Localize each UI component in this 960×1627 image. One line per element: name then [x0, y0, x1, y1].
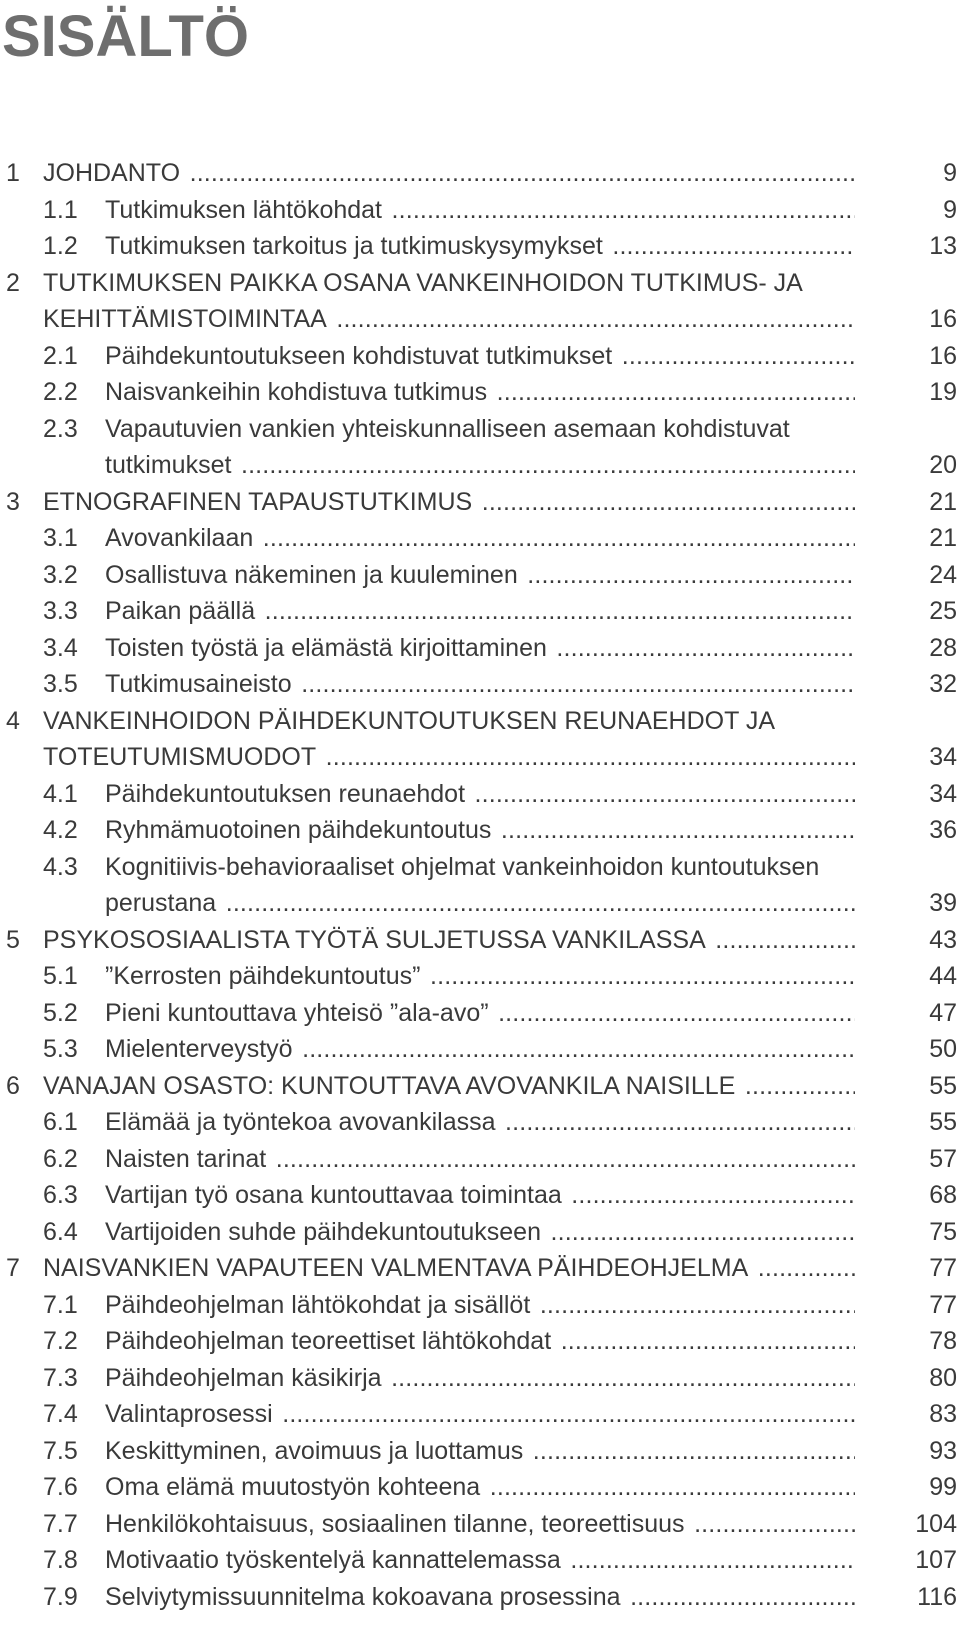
toc-section-entry[interactable]	[0, 1214, 960, 1251]
toc-title: Tutkimusaineisto	[105, 670, 298, 698]
toc-number: 7.5	[43, 1436, 78, 1465]
toc-line	[0, 1396, 960, 1433]
toc-title: Päihdeohjelman lähtökohdat ja sisällöt	[105, 1291, 536, 1319]
toc-title-wrap	[43, 703, 855, 740]
toc-title-wrap	[105, 849, 855, 886]
toc-section-entry[interactable]	[0, 1104, 960, 1141]
toc-title-wrap	[105, 1104, 855, 1141]
toc-title-wrap	[105, 776, 855, 813]
toc-title: Tutkimuksen lähtökohdat	[105, 196, 388, 224]
toc-number: 7.6	[43, 1473, 78, 1501]
toc-title-wrap	[43, 155, 855, 192]
toc-page-number: 34	[929, 779, 957, 808]
toc-page-number: 55	[929, 1108, 957, 1136]
toc-title-wrap	[105, 1177, 855, 1214]
toc-title-wrap	[105, 1360, 855, 1397]
toc-page-number: 16	[929, 341, 957, 370]
toc-number: 4.2	[43, 816, 78, 844]
toc-line	[0, 374, 960, 411]
toc-line	[0, 666, 960, 703]
toc-page-number: 25	[929, 597, 957, 625]
toc-section-entry[interactable]	[0, 411, 960, 484]
toc-page-number: 9	[943, 195, 957, 224]
toc-page-number: 13	[929, 232, 957, 260]
toc-line	[0, 776, 960, 813]
toc-title: perustana	[105, 889, 222, 917]
toc-page-number: 93	[929, 1436, 957, 1465]
toc-page-number: 107	[915, 1546, 957, 1574]
toc-chapter-entry[interactable]	[0, 484, 960, 521]
toc-number: 3.4	[43, 633, 78, 662]
toc-number: 5	[6, 925, 20, 954]
toc-number: 7.7	[43, 1509, 78, 1538]
toc-page-number: 20	[929, 451, 957, 479]
toc-page-number: 9	[943, 159, 957, 187]
toc-page-number: 55	[929, 1071, 957, 1100]
toc-section-entry[interactable]	[0, 593, 960, 630]
toc-line	[0, 265, 960, 302]
toc-title: VANKEINHOIDON PÄIHDEKUNTOUTUKSEN REUNAEHDOT JA	[43, 707, 781, 735]
toc-title-wrap	[105, 1506, 855, 1543]
toc-title-wrap	[105, 812, 855, 849]
toc-title: Pieni kuntouttava yhteisö ”ala-avo”	[105, 999, 495, 1027]
toc-page-number: 44	[929, 962, 957, 990]
toc-line	[0, 1579, 960, 1616]
toc-line	[0, 849, 960, 886]
toc-number: 7.8	[43, 1546, 78, 1574]
toc-line	[0, 192, 960, 229]
toc-line	[0, 1104, 960, 1141]
toc-section-entry[interactable]	[0, 520, 960, 557]
toc-title-wrap	[105, 338, 855, 375]
table-of-contents	[0, 155, 960, 1615]
toc-line	[0, 447, 960, 484]
toc-number: 6	[6, 1071, 20, 1100]
toc-number: 3.3	[43, 597, 78, 625]
toc-number: 7.2	[43, 1327, 78, 1355]
toc-title: Päihdeohjelman teoreettiset lähtökohdat	[105, 1327, 557, 1355]
toc-chapter-entry[interactable]	[0, 703, 960, 776]
toc-line	[0, 1287, 960, 1324]
toc-line	[0, 885, 960, 922]
toc-title-wrap	[105, 1433, 855, 1470]
toc-number: 2.1	[43, 341, 78, 370]
toc-line	[0, 1141, 960, 1178]
toc-page-number: 39	[929, 889, 957, 917]
toc-title: Vartijan työ osana kuntouttavaa toimintaa	[105, 1181, 568, 1209]
toc-page-number: 47	[929, 998, 957, 1027]
toc-title-wrap	[43, 922, 855, 959]
toc-line	[0, 228, 960, 265]
toc-title: Keskittyminen, avoimuus ja luottamus	[105, 1437, 529, 1465]
toc-title-wrap	[105, 557, 855, 594]
toc-title-wrap	[105, 1469, 855, 1506]
toc-title-wrap	[105, 630, 855, 667]
toc-page-number: 78	[929, 1327, 957, 1355]
toc-number: 1.1	[43, 195, 78, 224]
toc-line	[0, 338, 960, 375]
toc-page-number: 68	[929, 1181, 957, 1209]
toc-title: Kognitiivis-behavioraaliset ohjelmat vankeinhoidon kuntoutuksen	[105, 853, 825, 881]
toc-title: Tutkimuksen tarkoitus ja tutkimuskysymykset	[105, 232, 609, 260]
toc-title-wrap	[105, 374, 855, 411]
toc-section-entry[interactable]	[0, 338, 960, 375]
toc-page-number: 16	[929, 305, 957, 333]
toc-line	[0, 1177, 960, 1214]
toc-title-wrap	[43, 301, 855, 338]
toc-title: Paikan päällä	[105, 597, 261, 625]
toc-section-entry[interactable]	[0, 630, 960, 667]
toc-line	[0, 301, 960, 338]
toc-title-wrap	[105, 666, 855, 703]
toc-line	[0, 593, 960, 630]
toc-title-wrap	[105, 192, 855, 229]
toc-line	[0, 703, 960, 740]
toc-number: 6.4	[43, 1217, 78, 1246]
toc-section-entry[interactable]	[0, 1506, 960, 1543]
toc-page-number: 50	[929, 1035, 957, 1063]
toc-title-wrap	[105, 1542, 855, 1579]
toc-section-entry[interactable]	[0, 958, 960, 995]
toc-number: 7.3	[43, 1363, 78, 1392]
toc-number: 7.9	[43, 1582, 78, 1611]
toc-page-number: 116	[917, 1582, 957, 1611]
toc-page-number: 36	[929, 816, 957, 844]
toc-number: 1.2	[43, 232, 78, 260]
toc-title: TOTEUTUMISMUODOT	[43, 743, 322, 771]
toc-section-entry[interactable]	[0, 1396, 960, 1433]
toc-number: 4.3	[43, 852, 78, 881]
toc-number: 6.2	[43, 1144, 78, 1173]
toc-title: ”Kerrosten päihdekuntoutus”	[105, 962, 426, 990]
toc-number: 6.1	[43, 1108, 78, 1136]
toc-title-wrap	[105, 593, 855, 630]
toc-line	[0, 1506, 960, 1543]
toc-page-number: 83	[929, 1400, 957, 1428]
toc-number: 6.3	[43, 1181, 78, 1209]
toc-number: 3.5	[43, 670, 78, 698]
toc-section-entry[interactable]	[0, 1433, 960, 1470]
toc-title: Naisten tarinat	[105, 1145, 272, 1173]
toc-section-entry[interactable]	[0, 1469, 960, 1506]
toc-title-wrap	[105, 958, 855, 995]
toc-number: 5.2	[43, 998, 78, 1027]
toc-line	[0, 1068, 960, 1105]
toc-page-number: 24	[929, 560, 957, 589]
toc-title: Selviytymissuunnitelma kokoavana prosessina	[105, 1583, 627, 1611]
toc-line	[0, 1542, 960, 1579]
toc-section-entry[interactable]	[0, 1542, 960, 1579]
toc-title: VANAJAN OSASTO: KUNTOUTTAVA AVOVANKILA NAISILLE	[43, 1072, 741, 1100]
toc-number: 4.1	[43, 779, 78, 808]
toc-title-wrap	[105, 1579, 855, 1616]
toc-title: tutkimukset	[105, 451, 237, 479]
toc-section-entry[interactable]	[0, 812, 960, 849]
toc-section-entry[interactable]	[0, 557, 960, 594]
toc-title: Päihdekuntoutukseen kohdistuvat tutkimukset	[105, 342, 618, 370]
toc-number: 7.4	[43, 1400, 78, 1428]
toc-title: JOHDANTO	[43, 159, 186, 187]
toc-section-entry[interactable]	[0, 1360, 960, 1397]
toc-number: 2.3	[43, 414, 78, 443]
toc-title-wrap	[43, 265, 855, 302]
toc-line	[0, 1214, 960, 1251]
toc-section-entry[interactable]	[0, 192, 960, 229]
toc-title-wrap	[105, 1396, 855, 1433]
toc-page-number: 21	[929, 524, 957, 552]
toc-number: 3	[6, 487, 20, 516]
toc-section-entry[interactable]	[0, 228, 960, 265]
toc-title: Vapautuvien vankien yhteiskunnalliseen asemaan kohdistuvat	[105, 415, 796, 443]
toc-number: 7	[6, 1254, 20, 1282]
toc-section-entry[interactable]	[0, 995, 960, 1032]
toc-title-wrap	[105, 1287, 855, 1324]
toc-page-number: 80	[929, 1363, 957, 1392]
toc-section-entry[interactable]	[0, 849, 960, 922]
toc-number: 5.1	[43, 962, 78, 990]
toc-title: TUTKIMUKSEN PAIKKA OSANA VANKEINHOIDON TUTKIMUS- JA	[43, 269, 809, 297]
toc-title: Valintaprosessi	[105, 1400, 279, 1428]
toc-title: Päihdekuntoutuksen reunaehdot	[105, 780, 471, 808]
toc-title: KEHITTÄMISTOIMINTAA	[43, 305, 333, 333]
toc-title-wrap	[105, 411, 855, 448]
toc-line	[0, 812, 960, 849]
toc-number: 4	[6, 706, 20, 735]
toc-page-number: 43	[929, 925, 957, 954]
toc-number: 3.2	[43, 560, 78, 589]
toc-page-number: 32	[929, 670, 957, 698]
toc-page-number: 99	[929, 1473, 957, 1501]
toc-title: Ryhmämuotoinen päihdekuntoutus	[105, 816, 497, 844]
toc-page-number: 19	[929, 378, 957, 406]
toc-title-wrap	[43, 1250, 855, 1287]
toc-title-wrap	[105, 228, 855, 265]
toc-title: Oma elämä muutostyön kohteena	[105, 1473, 486, 1501]
toc-line	[0, 411, 960, 448]
toc-title: Osallistuva näkeminen ja kuuleminen	[105, 561, 524, 589]
toc-line	[0, 739, 960, 776]
toc-chapter-entry[interactable]	[0, 922, 960, 959]
toc-title: Naisvankeihin kohdistuva tutkimus	[105, 378, 493, 406]
toc-title-wrap	[105, 447, 855, 484]
toc-line	[0, 630, 960, 667]
toc-line	[0, 1433, 960, 1470]
toc-section-entry[interactable]	[0, 1177, 960, 1214]
toc-page-number: 28	[929, 633, 957, 662]
toc-number: 3.1	[43, 524, 78, 552]
toc-line	[0, 1323, 960, 1360]
toc-title-wrap	[105, 1031, 855, 1068]
toc-line	[0, 1360, 960, 1397]
toc-section-entry[interactable]	[0, 1579, 960, 1616]
toc-page-number: 75	[929, 1217, 957, 1246]
toc-title-wrap	[105, 885, 855, 922]
toc-section-entry[interactable]	[0, 374, 960, 411]
toc-number: 1	[6, 159, 20, 187]
toc-section-entry[interactable]	[0, 776, 960, 813]
toc-title: NAISVANKIEN VAPAUTEEN VALMENTAVA PÄIHDEOHJELMA	[43, 1254, 754, 1282]
toc-line	[0, 995, 960, 1032]
toc-line	[0, 1469, 960, 1506]
toc-title-wrap	[43, 739, 855, 776]
toc-section-entry[interactable]	[0, 666, 960, 703]
toc-title-wrap	[105, 995, 855, 1032]
toc-title: Toisten työstä ja elämästä kirjoittaminen	[105, 634, 553, 662]
toc-number: 2.2	[43, 378, 78, 406]
toc-chapter-entry[interactable]	[0, 265, 960, 338]
toc-title-wrap	[105, 1323, 855, 1360]
toc-chapter-entry[interactable]	[0, 155, 960, 192]
toc-line	[0, 155, 960, 192]
toc-number: 2	[6, 268, 20, 297]
toc-title-wrap	[105, 520, 855, 557]
toc-title: Henkilökohtaisuus, sosiaalinen tilanne, teoreettisuus	[105, 1510, 691, 1538]
toc-line	[0, 1031, 960, 1068]
toc-line	[0, 958, 960, 995]
toc-page-number: 21	[929, 487, 957, 516]
toc-section-entry[interactable]	[0, 1287, 960, 1324]
toc-title: PSYKOSOSIAALISTA TYÖTÄ SULJETUSSA VANKILASSA	[43, 926, 712, 954]
toc-title-wrap	[43, 484, 855, 521]
toc-page-number: 57	[929, 1144, 957, 1173]
toc-page-number: 77	[929, 1254, 957, 1282]
toc-line	[0, 557, 960, 594]
toc-section-entry[interactable]	[0, 1323, 960, 1360]
toc-chapter-entry[interactable]	[0, 1250, 960, 1287]
toc-page-number: 104	[915, 1509, 957, 1538]
toc-page-number: 77	[929, 1290, 957, 1319]
toc-title: Avovankilaan	[105, 524, 259, 552]
toc-title: Vartijoiden suhde päihdekuntoutukseen	[105, 1218, 547, 1246]
toc-title-wrap	[105, 1214, 855, 1251]
toc-title: ETNOGRAFINEN TAPAUSTUTKIMUS	[43, 488, 478, 516]
toc-line	[0, 520, 960, 557]
toc-section-entry[interactable]	[0, 1141, 960, 1178]
toc-title: Päihdeohjelman käsikirja	[105, 1364, 388, 1392]
toc-number: 7.1	[43, 1290, 78, 1319]
toc-number: 5.3	[43, 1035, 78, 1063]
toc-line	[0, 922, 960, 959]
toc-line	[0, 1250, 960, 1287]
page-title: SISÄLTÖ	[2, 4, 250, 69]
toc-title: Motivaatio työskentelyä kannattelemassa	[105, 1546, 567, 1574]
toc-chapter-entry[interactable]	[0, 1068, 960, 1105]
toc-title: Elämää ja työntekoa avovankilassa	[105, 1108, 502, 1136]
toc-title-wrap	[105, 1141, 855, 1178]
toc-title-wrap	[43, 1068, 855, 1105]
toc-line	[0, 484, 960, 521]
toc-section-entry[interactable]	[0, 1031, 960, 1068]
toc-title: Mielenterveystyö	[105, 1035, 299, 1063]
toc-page-number: 34	[929, 743, 957, 771]
